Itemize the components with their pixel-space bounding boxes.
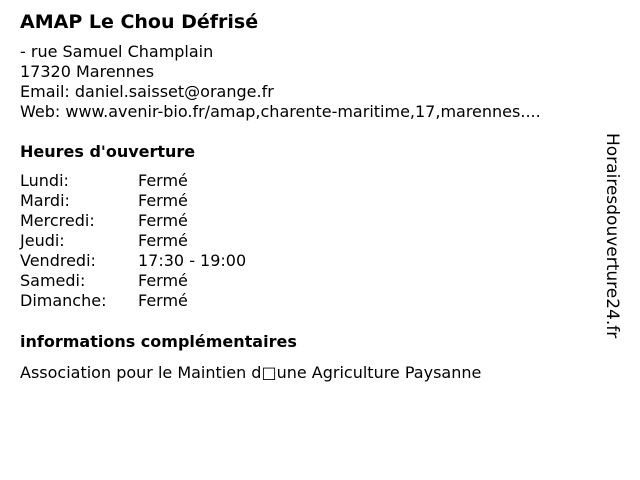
hours-value: Fermé [138,291,188,310]
hours-value: Fermé [138,271,188,290]
opening-hours-heading: Heures d'ouverture [20,142,196,161]
hours-row-friday [20,251,610,271]
hours-value: Fermé [138,211,188,230]
hours-value: Fermé [138,231,188,250]
business-name: AMAP Le Chou Défrisé [20,11,259,33]
site-watermark: Horairesdouverture24.fr [602,133,622,339]
hours-row-tuesday [20,191,610,211]
day-label: Samedi: [20,271,86,290]
hours-row-wednesday [20,211,610,231]
additional-info-text: Association pour le Maintien d□une Agriculture Paysanne [20,363,482,382]
day-label: Dimanche: [20,291,107,310]
web-line: Web: www.avenir-bio.fr/amap,charente-maritime,17,marennes.... [20,102,541,121]
hours-value: 17:30 - 19:00 [138,251,247,270]
hours-row-monday [20,171,610,191]
hours-row-sunday [20,291,610,311]
email-line: Email: daniel.saisset@orange.fr [20,82,274,101]
day-label: Lundi: [20,171,69,190]
hours-value: Fermé [138,171,188,190]
additional-info-heading: informations complémentaires [20,332,297,351]
hours-value: Fermé [138,191,188,210]
address-city: 17320 Marennes [20,62,155,81]
business-card [20,10,610,383]
day-label: Vendredi: [20,251,96,270]
hours-row-saturday [20,271,610,291]
day-label: Mercredi: [20,211,95,230]
address-street: - rue Samuel Champlain [20,42,214,61]
opening-hours-table [20,171,610,311]
day-label: Jeudi: [20,231,65,250]
day-label: Mardi: [20,191,70,210]
hours-row-thursday [20,231,610,251]
contact-block [20,42,610,122]
